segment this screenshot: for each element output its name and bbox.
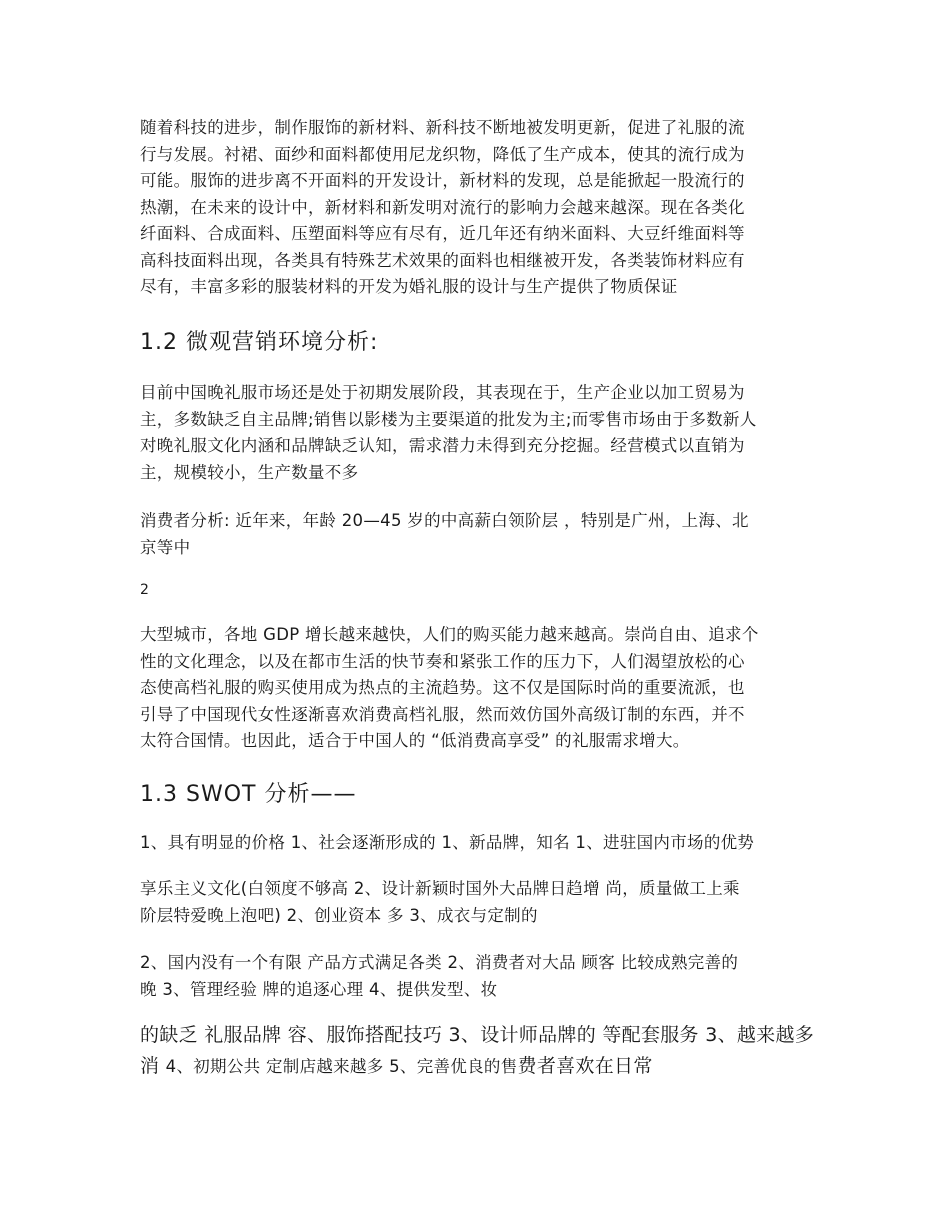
text-segment: 费者喜欢在日常 xyxy=(517,1055,653,1077)
text-line: 京等中 xyxy=(140,537,191,557)
text-line xyxy=(140,1051,810,1082)
text-line: 目前中国晚礼服市场还是处于初期发展阶段，其表现在于，生产企业以加工贸易为 xyxy=(140,383,745,402)
paragraph-consumer-analysis xyxy=(140,508,810,561)
text-line: 引导了中国现代女性逐渐喜欢消费高档礼服，然而效仿国外高级订制的东西，并不 xyxy=(140,704,745,724)
text-line xyxy=(140,1020,815,1051)
paragraph-big-cities xyxy=(140,622,810,755)
text-line: 态使高档礼服的购买使用成为热点的主流趋势。这不仅是国际时尚的重要流派，也 xyxy=(140,678,745,697)
text-line: 随着科技的进步，制作服饰的新材料、新科技不断地被发明更新，促进了礼服的流 xyxy=(140,118,745,137)
text-line: 大型城市，各地 GDP 增长越来越快，人们的购买能力越来越高。崇尚自由、追求个 xyxy=(140,625,759,644)
section-heading-micro-marketing: 1.2 微观营销环境分析: xyxy=(140,330,379,355)
text-segment: 消 xyxy=(140,1055,166,1077)
page-number: 2 xyxy=(140,582,149,598)
text-line: 对晚礼服文化内涵和品牌缺乏认知，需求潜力未得到充分挖掘。经营模式以直销为 xyxy=(140,436,745,455)
paragraph-swot-row-2 xyxy=(140,876,810,929)
paragraph-swot-row-4 xyxy=(140,1020,815,1082)
text-segment: 3、越来越多 xyxy=(705,1024,815,1046)
text-line: 晚 3、管理经验 牌的追逐心理 4、提供发型、妆 xyxy=(140,979,498,999)
text-line: 2、国内没有一个有限 产品方式满足各类 2、消费者对大品 顾客 比较成熟完善的 xyxy=(140,953,739,972)
text-segment: 的缺乏 礼服品牌 容、服饰搭配技巧 3、设计师品牌的 等配套服务 xyxy=(140,1024,706,1046)
text-line: 主，规模较小，生产数量不多 xyxy=(140,462,359,482)
text-line: 性的文化理念，以及在都市生活的快节奏和紧张工作的压力下，人们渴望放松的心 xyxy=(140,651,745,671)
text-line: 阶层特爱晚上泡吧) 2、创业资本 多 3、成衣与定制的 xyxy=(140,905,538,925)
text-line: 高科技面料出现，各类具有特殊艺术效果的面料也相继被开发，各类装饰材料应有 xyxy=(140,250,745,270)
text-line: 行与发展。衬裙、面纱和面料都使用尼龙织物，降低了生产成本，使其的流行成为 xyxy=(140,144,745,164)
text-line: 主，多数缺乏自主品牌;销售以影楼为主要渠道的批发为主;而零售市场由于多数新人 xyxy=(140,409,757,429)
section-heading-swot: 1.3 SWOT 分析—— xyxy=(140,782,357,807)
text-line: 热潮，在未来的设计中，新材料和新发明对流行的影响力会越来越深。现在各类化 xyxy=(140,197,745,217)
paragraph-market-status xyxy=(140,380,810,486)
paragraph-swot-row-1 xyxy=(140,830,810,857)
paragraph-materials xyxy=(140,115,810,301)
text-line: 纤面料、合成面料、压塑面料等应有尽有，近几年还有纳米面料、大豆纤维面料等 xyxy=(140,224,745,243)
text-line: 太符合国情。也因此，适合于中国人的 “低消费高享受” 的礼服需求增大。 xyxy=(140,731,690,750)
text-line: 消费者分析: 近年来，年龄 20—45 岁的中高薪白领阶层 ，特别是广州，上海、北 xyxy=(140,511,749,530)
text-line: 尽有，丰富多彩的服装材料的开发为婚礼服的设计与生产提供了物质保证 xyxy=(140,277,678,296)
text-segment: 4、初期公共 定制店越来越多 5、完善优良的售 xyxy=(165,1057,518,1076)
paragraph-swot-row-3 xyxy=(140,950,810,1003)
text-line: 可能。服饰的进步离不开面料的开发设计，新材料的发现，总是能掀起一股流行的 xyxy=(140,171,745,190)
text-line: 享乐主义文化(白领度不够高 2、设计新颖时国外大品牌日趋增 尚，质量做工上乘 xyxy=(140,879,740,898)
text-line: 1、具有明显的价格 1、社会逐渐形成的 1、新品牌，知名 1、进驻国内市场的优势 xyxy=(140,833,755,852)
